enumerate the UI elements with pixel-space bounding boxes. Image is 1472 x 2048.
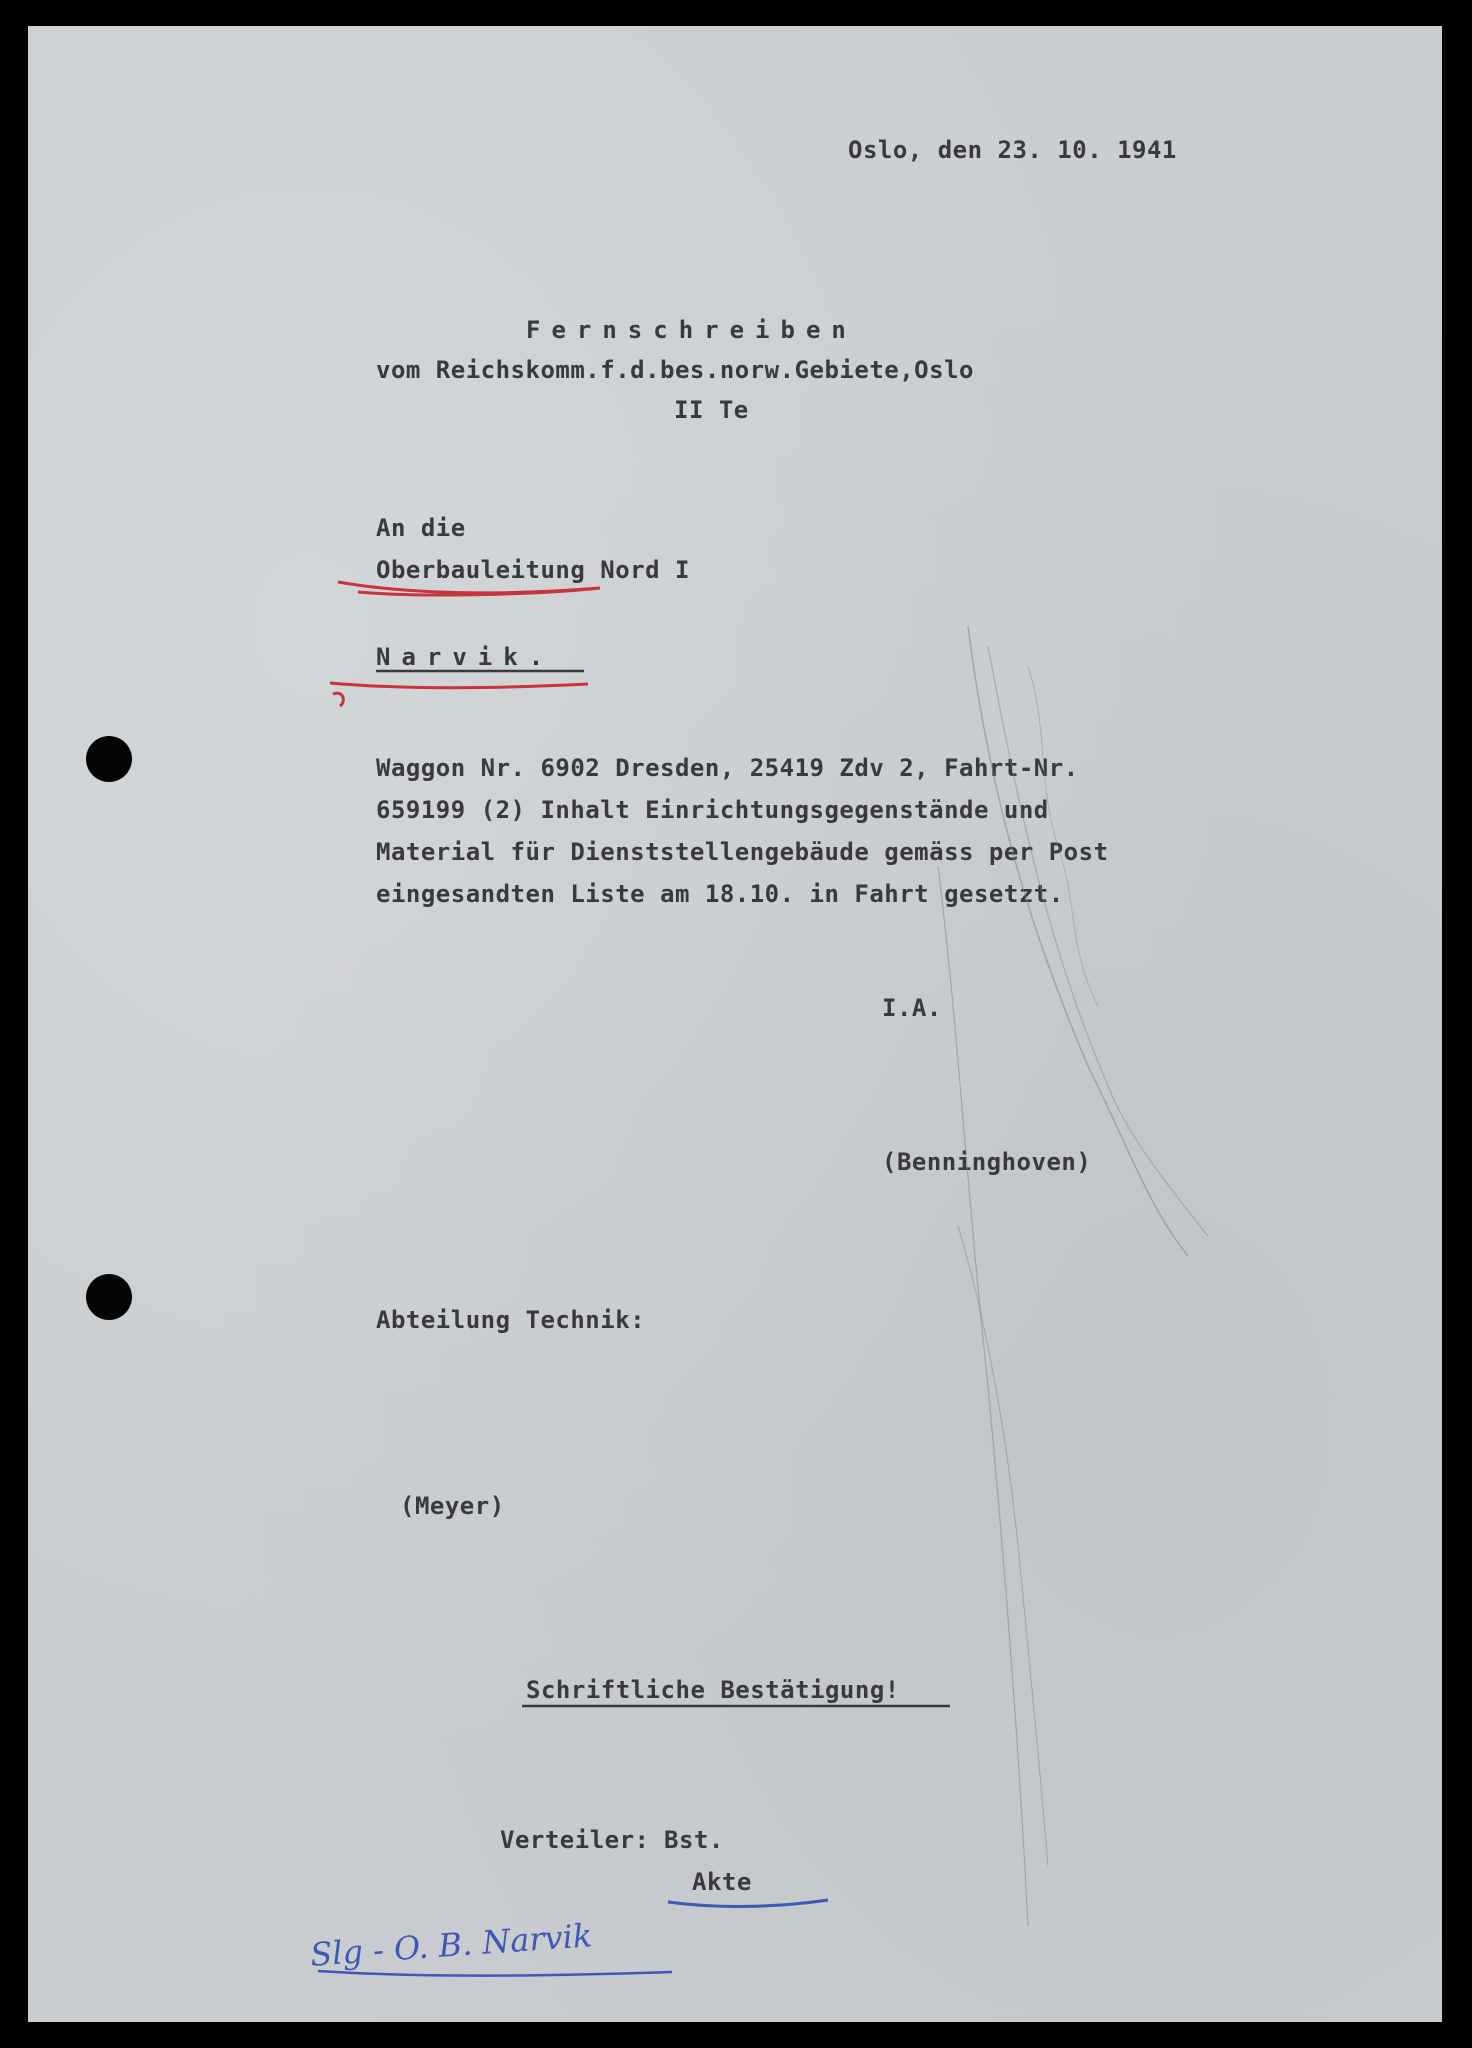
date-line: Oslo, den 23. 10. 1941 — [848, 136, 1177, 164]
signature-ia: I.A. — [882, 994, 942, 1022]
department-signer: (Meyer) — [400, 1492, 505, 1520]
confirmation-line: Schriftliche Bestätigung! — [526, 1676, 900, 1704]
body-line: 659199 (2) Inhalt Einrichtungsgegenstände und — [376, 796, 1049, 824]
address-line-1: An die — [376, 514, 466, 542]
body-line: Material für Dienststellengebäude gemäss per Post — [376, 838, 1109, 866]
blue-underline-note — [318, 1971, 672, 1976]
distribution-item: Akte — [692, 1868, 752, 1896]
pencil-markings — [28, 26, 1442, 2022]
pencil-scribble — [1028, 666, 1098, 1006]
pencil-scribble — [988, 646, 1208, 1236]
document-page — [28, 26, 1442, 2022]
department-code: II Te — [674, 396, 749, 424]
address-line-2: Oberbauleitung Nord I — [376, 556, 690, 584]
pencil-scribble — [938, 866, 1028, 1926]
signature-name: (Benninghoven) — [882, 1148, 1092, 1176]
blue-underline-akte — [668, 1900, 828, 1906]
sender-line: vom Reichskomm.f.d.bes.norw.Gebiete,Oslo — [376, 356, 974, 384]
red-underline-recipient — [338, 582, 600, 595]
distribution-item: Bst. — [664, 1826, 724, 1854]
body-line: eingesandten Liste am 18.10. in Fahrt gesetzt. — [376, 880, 1064, 908]
document-title: Fernschreiben — [526, 316, 857, 344]
distribution-label: Verteiler: — [500, 1826, 650, 1854]
red-underline-city — [330, 683, 588, 706]
department-label: Abteilung Technik: — [376, 1306, 646, 1334]
pencil-scribble — [958, 1226, 1048, 1866]
pencil-scribble — [968, 626, 1188, 1256]
handwritten-archive-note: Slg - O. B. Narvik — [309, 1916, 594, 1974]
body-line: Waggon Nr. 6902 Dresden, 25419 Zdv 2, Fahrt-Nr. — [376, 754, 1079, 782]
address-city: Narvik. — [376, 643, 555, 671]
